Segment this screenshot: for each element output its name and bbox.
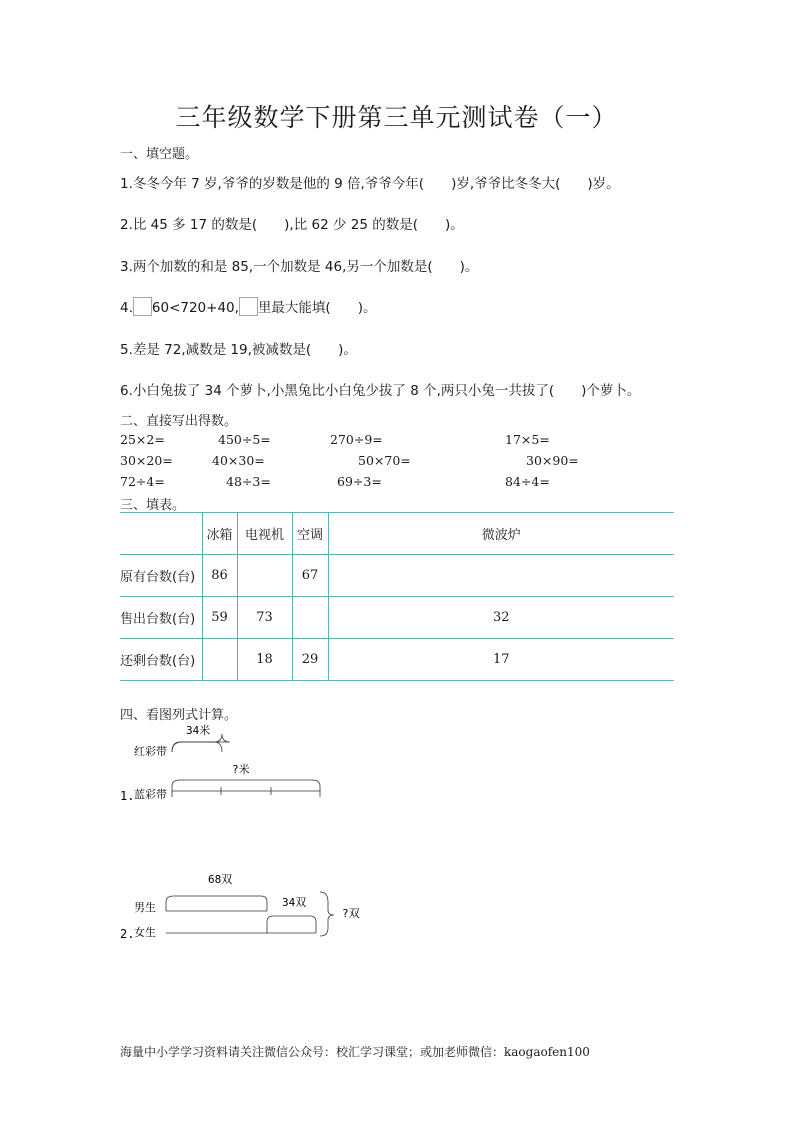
question-2: 2.比 45 多 17 的数是( ),比 62 少 25 的数是( )。: [120, 217, 464, 233]
table-cell: [120, 513, 202, 555]
blue-length-label: ?米: [232, 763, 250, 776]
section2-heading: 二、直接写出得数。: [120, 414, 238, 429]
diagram-1-number: 1.: [120, 789, 135, 803]
male-brace: [166, 896, 267, 911]
red-label: 红彩带: [134, 745, 167, 758]
calc-item: 30×90=: [526, 453, 579, 468]
question-6: 6.小白兔拔了 34 个萝卜,小黑兔比小白兔少拔了 8 个,两只小兔一共拔了( )个萝卜。: [120, 383, 641, 399]
male-label: 男生: [134, 901, 156, 914]
question-4-prefix: 4.: [120, 300, 133, 316]
shoes-diagram: [120, 870, 370, 950]
table-cell: 电视机: [237, 513, 292, 555]
blue-label: 蓝彩带: [134, 788, 167, 801]
table-cell: 59: [202, 597, 237, 639]
question-5: 5.差是 72,减数是 19,被减数是( )。: [120, 342, 357, 358]
table-cell: 67: [292, 555, 328, 597]
calc-item: 17×5=: [505, 432, 550, 447]
total-brace: [320, 892, 334, 936]
red-bracket: [172, 742, 222, 752]
answer-box[interactable]: [133, 297, 152, 316]
table-cell[interactable]: [202, 639, 237, 681]
table-cell: 微波炉: [328, 513, 674, 555]
table-cell: 86: [202, 555, 237, 597]
calc-item: 270÷9=: [330, 432, 383, 447]
blue-brace: [172, 780, 320, 797]
diagram-2-number: 2.: [120, 927, 135, 941]
female-label: 女生: [134, 926, 156, 939]
calc-item: 84÷4=: [505, 474, 550, 489]
question-4-suffix: 里最大能填( )。: [257, 300, 377, 316]
section3-heading: 三、填表。: [120, 498, 186, 513]
table-cell[interactable]: [237, 555, 292, 597]
calc-item: 40×30=: [212, 453, 265, 468]
diff-bracket: [267, 916, 316, 933]
question-4-middle: 60<720+40,: [151, 300, 239, 316]
table-cell: 冰箱: [202, 513, 237, 555]
table-cell: 73: [237, 597, 292, 639]
page-title: 三年级数学下册第三单元测试卷（一）: [175, 103, 618, 132]
calc-item: 450÷5=: [218, 432, 271, 447]
diff-length-label: 34双: [282, 896, 307, 909]
calc-item: 50×70=: [358, 453, 411, 468]
calc-item: 48÷3=: [226, 474, 271, 489]
question-1: 1.冬冬今年 7 岁,爷爷的岁数是他的 9 倍,爷爷今年( )岁,爷爷比冬冬大( )岁。: [120, 176, 620, 192]
total-label: ?双: [342, 907, 360, 920]
table-cell: 售出台数(台): [120, 597, 202, 639]
male-length-label: 68双: [208, 873, 233, 886]
question-3: 3.两个加数的和是 85,一个加数是 46,另一个加数是( )。: [120, 259, 479, 275]
calc-item: 25×2=: [120, 432, 165, 447]
table-row: [120, 555, 674, 597]
table-header-row: [120, 513, 674, 555]
table-cell[interactable]: [292, 597, 328, 639]
calc-item: 30×20=: [120, 453, 173, 468]
answer-box[interactable]: [239, 297, 258, 316]
calc-item: 69÷3=: [337, 474, 382, 489]
table-cell: 17: [328, 639, 674, 681]
calc-item: 72÷4=: [120, 474, 165, 489]
table-cell: 空调: [292, 513, 328, 555]
section1-heading: 一、填空题。: [120, 147, 199, 162]
section4-heading: 四、看图列式计算。: [120, 708, 238, 723]
sales-table: [120, 512, 674, 681]
question-4: [120, 296, 376, 316]
table-cell: 32: [328, 597, 674, 639]
ribbon-diagram: [120, 720, 340, 810]
table-row: [120, 597, 674, 639]
table-cell: 还剩台数(台): [120, 639, 202, 681]
table-cell[interactable]: [328, 555, 674, 597]
red-length-label: 34米: [186, 724, 211, 737]
table-row: [120, 639, 674, 681]
table-cell: 原有台数(台): [120, 555, 202, 597]
footer-note: 海量中小学学习资料请关注微信公众号：校汇学习课堂；或加老师微信：kaogaofen100: [120, 1045, 590, 1059]
table-cell: 29: [292, 639, 328, 681]
table-cell: 18: [237, 639, 292, 681]
